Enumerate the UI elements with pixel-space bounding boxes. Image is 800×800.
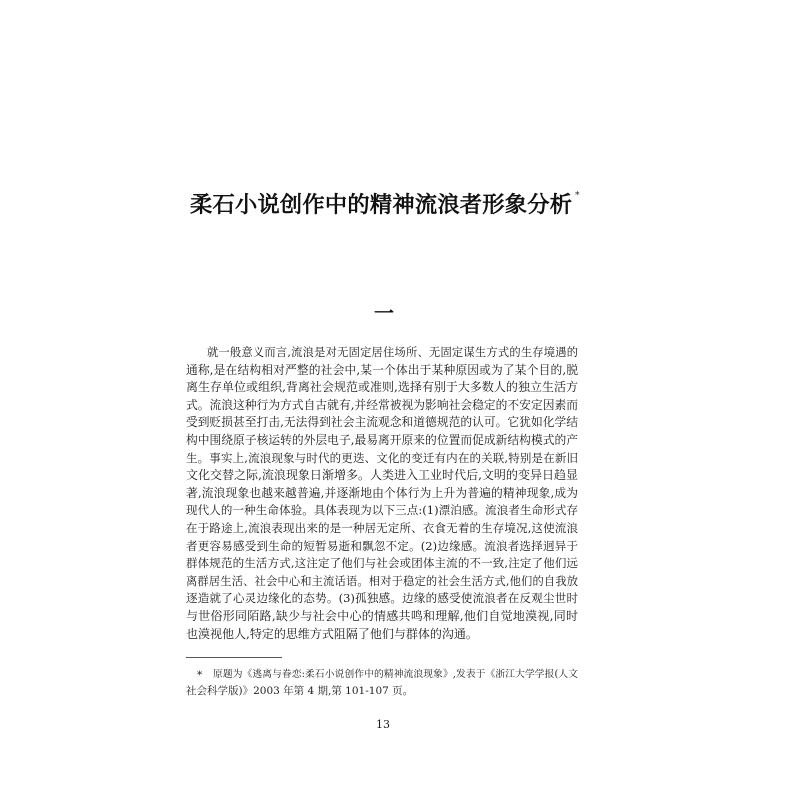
- body-line: 离群居生活、社会中心和主流话语。相对于稳定的社会生活方式,他们的自我放: [186, 574, 578, 588]
- body-line: 构中围绕原子核运转的外层电子,最易离开原来的位置而促成新结构模式的产: [186, 432, 578, 447]
- chapter-title: 柔石小说创作中的精神流浪者形象分析: [190, 192, 572, 218]
- body-line: 生。事实上,流浪现象与时代的更迭、文化的变迁有内在的关联,特别是在新旧: [186, 450, 578, 465]
- body-line: 者更容易感受到生命的短暂易逝和飘忽不定。(2)边缘感。流浪者选择迥异于: [186, 538, 578, 553]
- body-line: 就一般意义而言,流浪是对无固定居住场所、无固定谋生方式的生存境遇的: [207, 346, 578, 359]
- section-heading: 一: [374, 301, 394, 325]
- footnote-separator: [186, 657, 282, 658]
- footnote-mark: *: [197, 669, 203, 681]
- body-line: 受到贬损甚至打击,无法得到社会主流观念和道德规范的认可。它犹如化学结: [186, 415, 578, 430]
- body-line: 现代人的一种生命体验。具体表现为以下三点:(1)漂泊感。流浪者生命形式存: [186, 503, 578, 518]
- body-line: 通称,是在结构相对严整的社会中,某一个体出于某种原因或为了某个目的,脱: [186, 362, 578, 377]
- body-line: 也漠视他人,特定的思维方式阻隔了他们与群体的沟通。: [186, 626, 478, 641]
- footnote-line: 社会科学版)》2003 年第 4 期,第 101-107 页。: [186, 685, 414, 697]
- body-line: 逐造就了心灵边缘化的态势。(3)孤独感。边缘的感受使流浪者在反观尘世时: [186, 591, 578, 606]
- body-line: 文化交替之际,流浪现象日渐增多。人类进入工业时代后,文明的变异日趋显: [186, 468, 578, 483]
- body-line: 在于路途上,流浪表现出来的是一种居无定所、衣食无着的生存境况,这使流浪: [186, 520, 578, 535]
- body-line: 与世俗形同陌路,缺少与社会中心的情感共鸣和理解,他们自觉地漠视,同时: [186, 608, 578, 623]
- body-paragraph: [186, 344, 578, 643]
- title-footnote-mark: *: [575, 191, 580, 201]
- body-line: 离生存单位或组织,背离社会规范或准则,选择有别于大多数人的独立生活方: [186, 380, 578, 395]
- footnote-line: 原题为《逃离与眷恋:柔石小说创作中的精神流浪现象》,发表于《浙江大学学报(人文: [213, 669, 578, 680]
- page-number: 13: [376, 718, 390, 731]
- body-line: 群体规范的生活方式,这注定了他们与社会或团体主流的不一致,注定了他们远: [186, 556, 578, 571]
- body-line: 著,流浪现象也越来越普遍,并逐渐地由个体行为上升为普遍的精神现象,成为: [186, 485, 578, 500]
- body-line: 式。流浪这种行为方式自古就有,并经常被视为影响社会稳定的不安定因素而: [186, 397, 578, 412]
